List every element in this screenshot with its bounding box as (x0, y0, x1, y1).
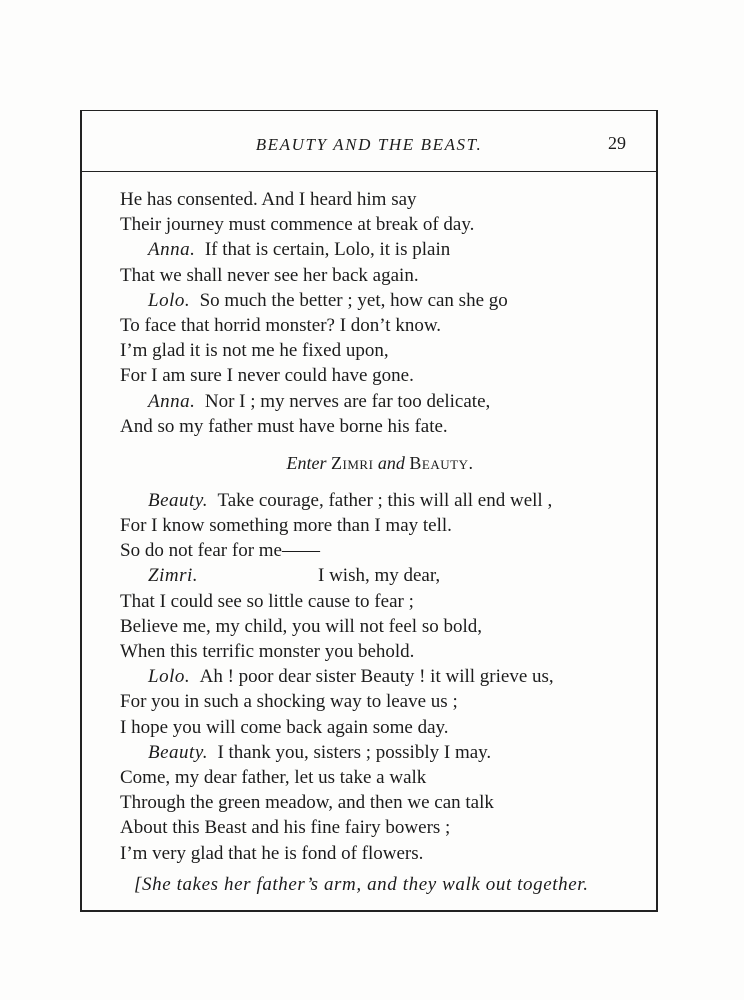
verse-line: That we shall never see her back again. (120, 264, 419, 286)
verse-line: And so my father must have borne his fate. (120, 415, 448, 437)
verse-text (120, 187, 640, 897)
verse-line: That I could see so little cause to fear ; (120, 590, 414, 612)
verse-line: About this Beast and his fine fairy bowers ; (120, 817, 451, 839)
verse-line: Their journey must commence at break of day. (120, 214, 475, 236)
speech-text: Take courage, father ; this will all end well , (217, 489, 553, 511)
verse-line: For you in such a shocking way to leave us ; (120, 691, 458, 713)
verse-line (120, 237, 640, 262)
verse-line: When this terrific monster you behold. (120, 641, 415, 662)
speaker-name: Anna. (148, 239, 196, 261)
running-title: BEAUTY AND THE BEAST. (255, 135, 483, 154)
verse-line (120, 740, 640, 765)
verse-line: Come, my dear father, let us take a walk (120, 766, 427, 788)
stage-direction-enter (120, 451, 640, 476)
page-frame (80, 110, 658, 912)
verse-line: I hope you will come back again some day. (120, 716, 449, 738)
verse-line (120, 389, 640, 414)
speech-text: I thank you, sisters ; possibly I may. (217, 741, 492, 763)
speech-text: Ah ! poor dear sister Beauty ! it will grieve us, (199, 666, 554, 688)
speech-text: I wish, my dear, (318, 565, 441, 587)
speech-text: Nor I ; my nerves are far too delicate, (204, 390, 491, 412)
verse-line: To face that horrid monster? I don’t know. (120, 314, 442, 336)
running-header (82, 131, 656, 161)
speaker-name: Beauty. (148, 489, 208, 511)
speaker-name: Anna. (148, 390, 196, 412)
verse-line: Through the green meadow, and then we can talk (120, 792, 494, 814)
verse-line: Believe me, my child, you will not feel so bold, (120, 615, 482, 637)
speech-text: So much the better ; yet, how can she go (199, 289, 508, 311)
verse-line: He has consented. And I heard him say (120, 189, 417, 210)
verse-line: So do not fear for me—— (120, 540, 320, 562)
verse-line: I’m very glad that he is fond of flowers. (120, 842, 424, 864)
stage-character: Beauty. (409, 452, 474, 473)
verse-line (120, 488, 640, 513)
speaker-name: Lolo. (148, 666, 191, 688)
speech-text: If that is certain, Lolo, it is plain (204, 239, 451, 261)
header-rule (82, 171, 656, 172)
verse-line: I’m glad it is not me he fixed upon, (120, 340, 389, 362)
speaker-name: Lolo. (148, 289, 191, 311)
stage-word: and (377, 452, 405, 473)
verse-line: For I am sure I never could have gone. (120, 365, 414, 387)
speaker-name: Beauty. (148, 741, 208, 763)
verse-line: For I know something more than I may tell. (120, 515, 452, 537)
stage-character: Zimri (331, 452, 374, 473)
verse-line (120, 563, 640, 588)
verse-line (120, 288, 640, 313)
page-number: 29 (608, 133, 626, 153)
verse-line (120, 664, 640, 689)
stage-word: Enter (286, 452, 327, 473)
speaker-name: Zimri. (148, 565, 198, 587)
stage-direction-exit: [She takes her father’s arm, and they walk out together. (134, 873, 589, 895)
